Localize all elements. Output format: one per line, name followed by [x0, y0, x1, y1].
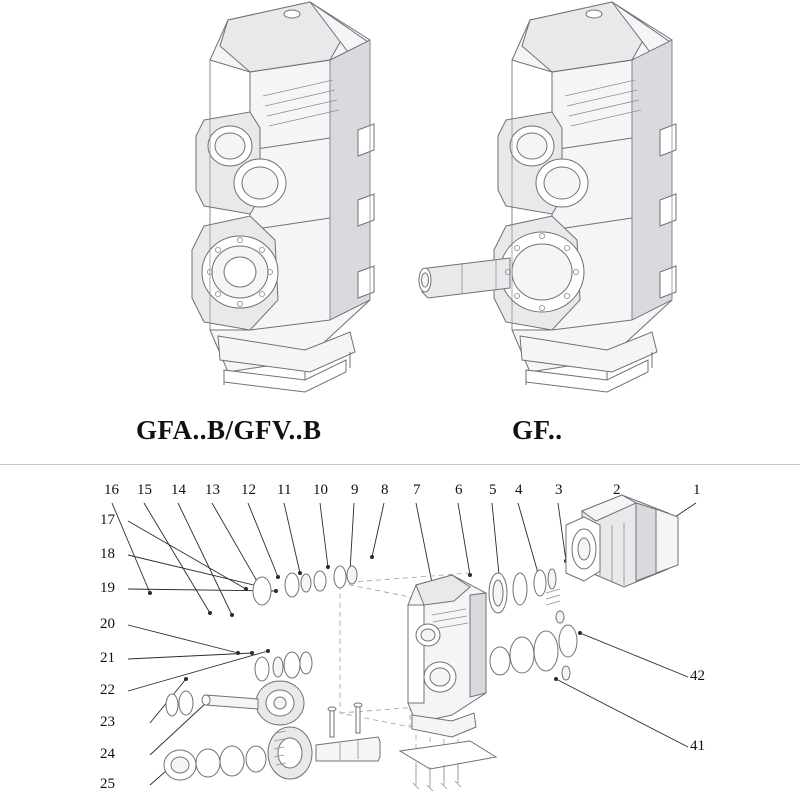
callout-9: 9	[351, 482, 359, 498]
callout-2: 2	[613, 482, 621, 498]
callout-17: 17	[100, 512, 115, 528]
callout-13: 13	[205, 482, 220, 498]
callout-6: 6	[455, 482, 463, 498]
callout-19: 19	[100, 580, 115, 596]
callout-18: 18	[100, 546, 115, 562]
gear-unit-gfa-gfv-drawing	[100, 0, 400, 400]
callout-11: 11	[277, 482, 292, 498]
callout-16: 16	[104, 482, 119, 498]
exploded-view-area	[0, 465, 800, 800]
callout-8: 8	[381, 482, 389, 498]
callout-1: 1	[693, 482, 701, 498]
callout-4: 4	[515, 482, 523, 498]
exploded-parts-drawing	[0, 465, 800, 800]
callout-14: 14	[171, 482, 186, 498]
callout-12: 12	[241, 482, 256, 498]
gear-unit-gf-drawing	[400, 0, 730, 400]
callout-22: 22	[100, 682, 115, 698]
callout-41: 41	[690, 738, 705, 754]
callout-24: 24	[100, 746, 115, 762]
callout-5: 5	[489, 482, 497, 498]
callout-7: 7	[413, 482, 421, 498]
callout-25: 25	[100, 776, 115, 792]
caption-gf: GF..	[512, 415, 563, 445]
callout-23: 23	[100, 714, 115, 730]
callout-15: 15	[137, 482, 152, 498]
callout-3: 3	[555, 482, 563, 498]
callout-10: 10	[313, 482, 328, 498]
callout-21: 21	[100, 650, 115, 666]
callout-42: 42	[690, 668, 705, 684]
callout-20: 20	[100, 616, 115, 632]
caption-gfa-gfv: GFA..B/GFV..B	[136, 415, 322, 445]
